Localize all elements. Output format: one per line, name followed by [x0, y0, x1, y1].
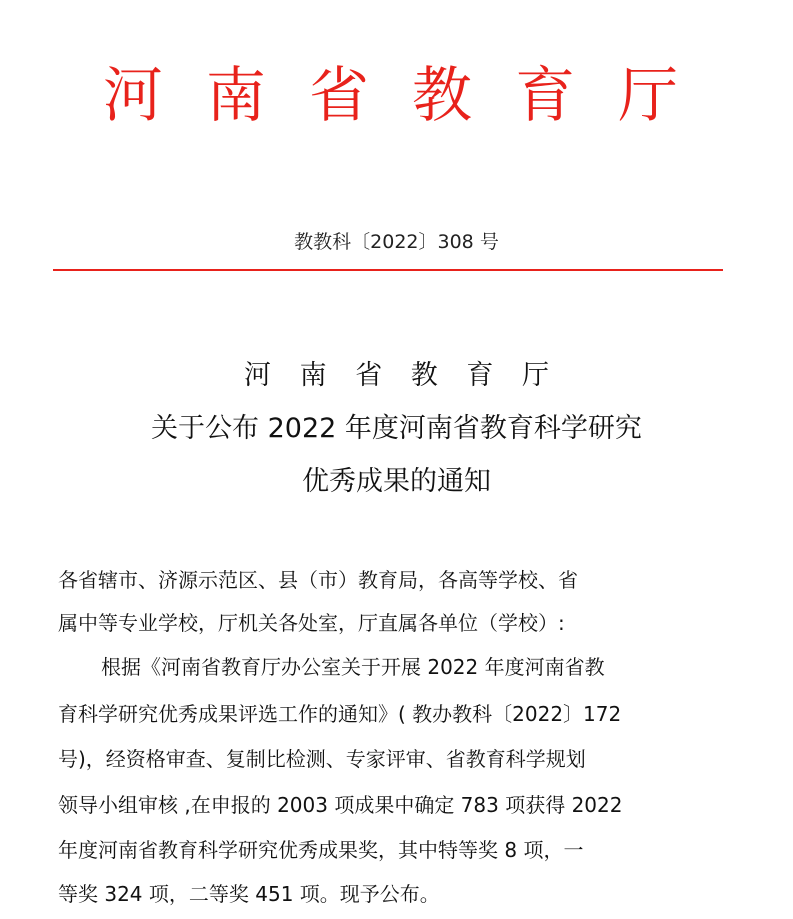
body-line-7: 年度河南省教育科学研究优秀成果奖，其中特等奖 8 项，一 — [58, 838, 584, 862]
notice-title-line-3: 优秀成果的通知 — [302, 466, 491, 497]
masthead-title: 河 南 省 教 育 厅 — [102, 61, 691, 131]
body-line-1: 各省辖市、济源示范区、县（市）教育局，各高等学校、省 — [58, 568, 578, 592]
body-line-8: 等奖 324 项，二等奖 451 项。现予公布。 — [58, 882, 440, 906]
body-line-4: 育科学研究优秀成果评选工作的通知》( 教办教科〔2022〕172 — [58, 702, 622, 726]
red-divider-line — [53, 269, 723, 271]
body-line-5: 号)，经资格审查、复制比检测、专家评审、省教育科学规划 — [58, 747, 586, 771]
body-line-2: 属中等专业学校，厅机关各处室，厅直属各单位（学校）: — [58, 611, 565, 635]
body-line-3: 根据《河南省教育厅办公室关于开展 2022 年度河南省教 — [101, 655, 605, 679]
document-number: 教教科〔2022〕308 号 — [294, 231, 499, 253]
body-line-6: 领导小组审核 ,在申报的 2003 项成果中确定 783 项获得 2022 — [58, 793, 623, 817]
notice-title-line-2: 关于公布 2022 年度河南省教育科学研究 — [151, 413, 642, 444]
notice-title-line-1: 河 南 省 教 育 厅 — [244, 360, 559, 391]
